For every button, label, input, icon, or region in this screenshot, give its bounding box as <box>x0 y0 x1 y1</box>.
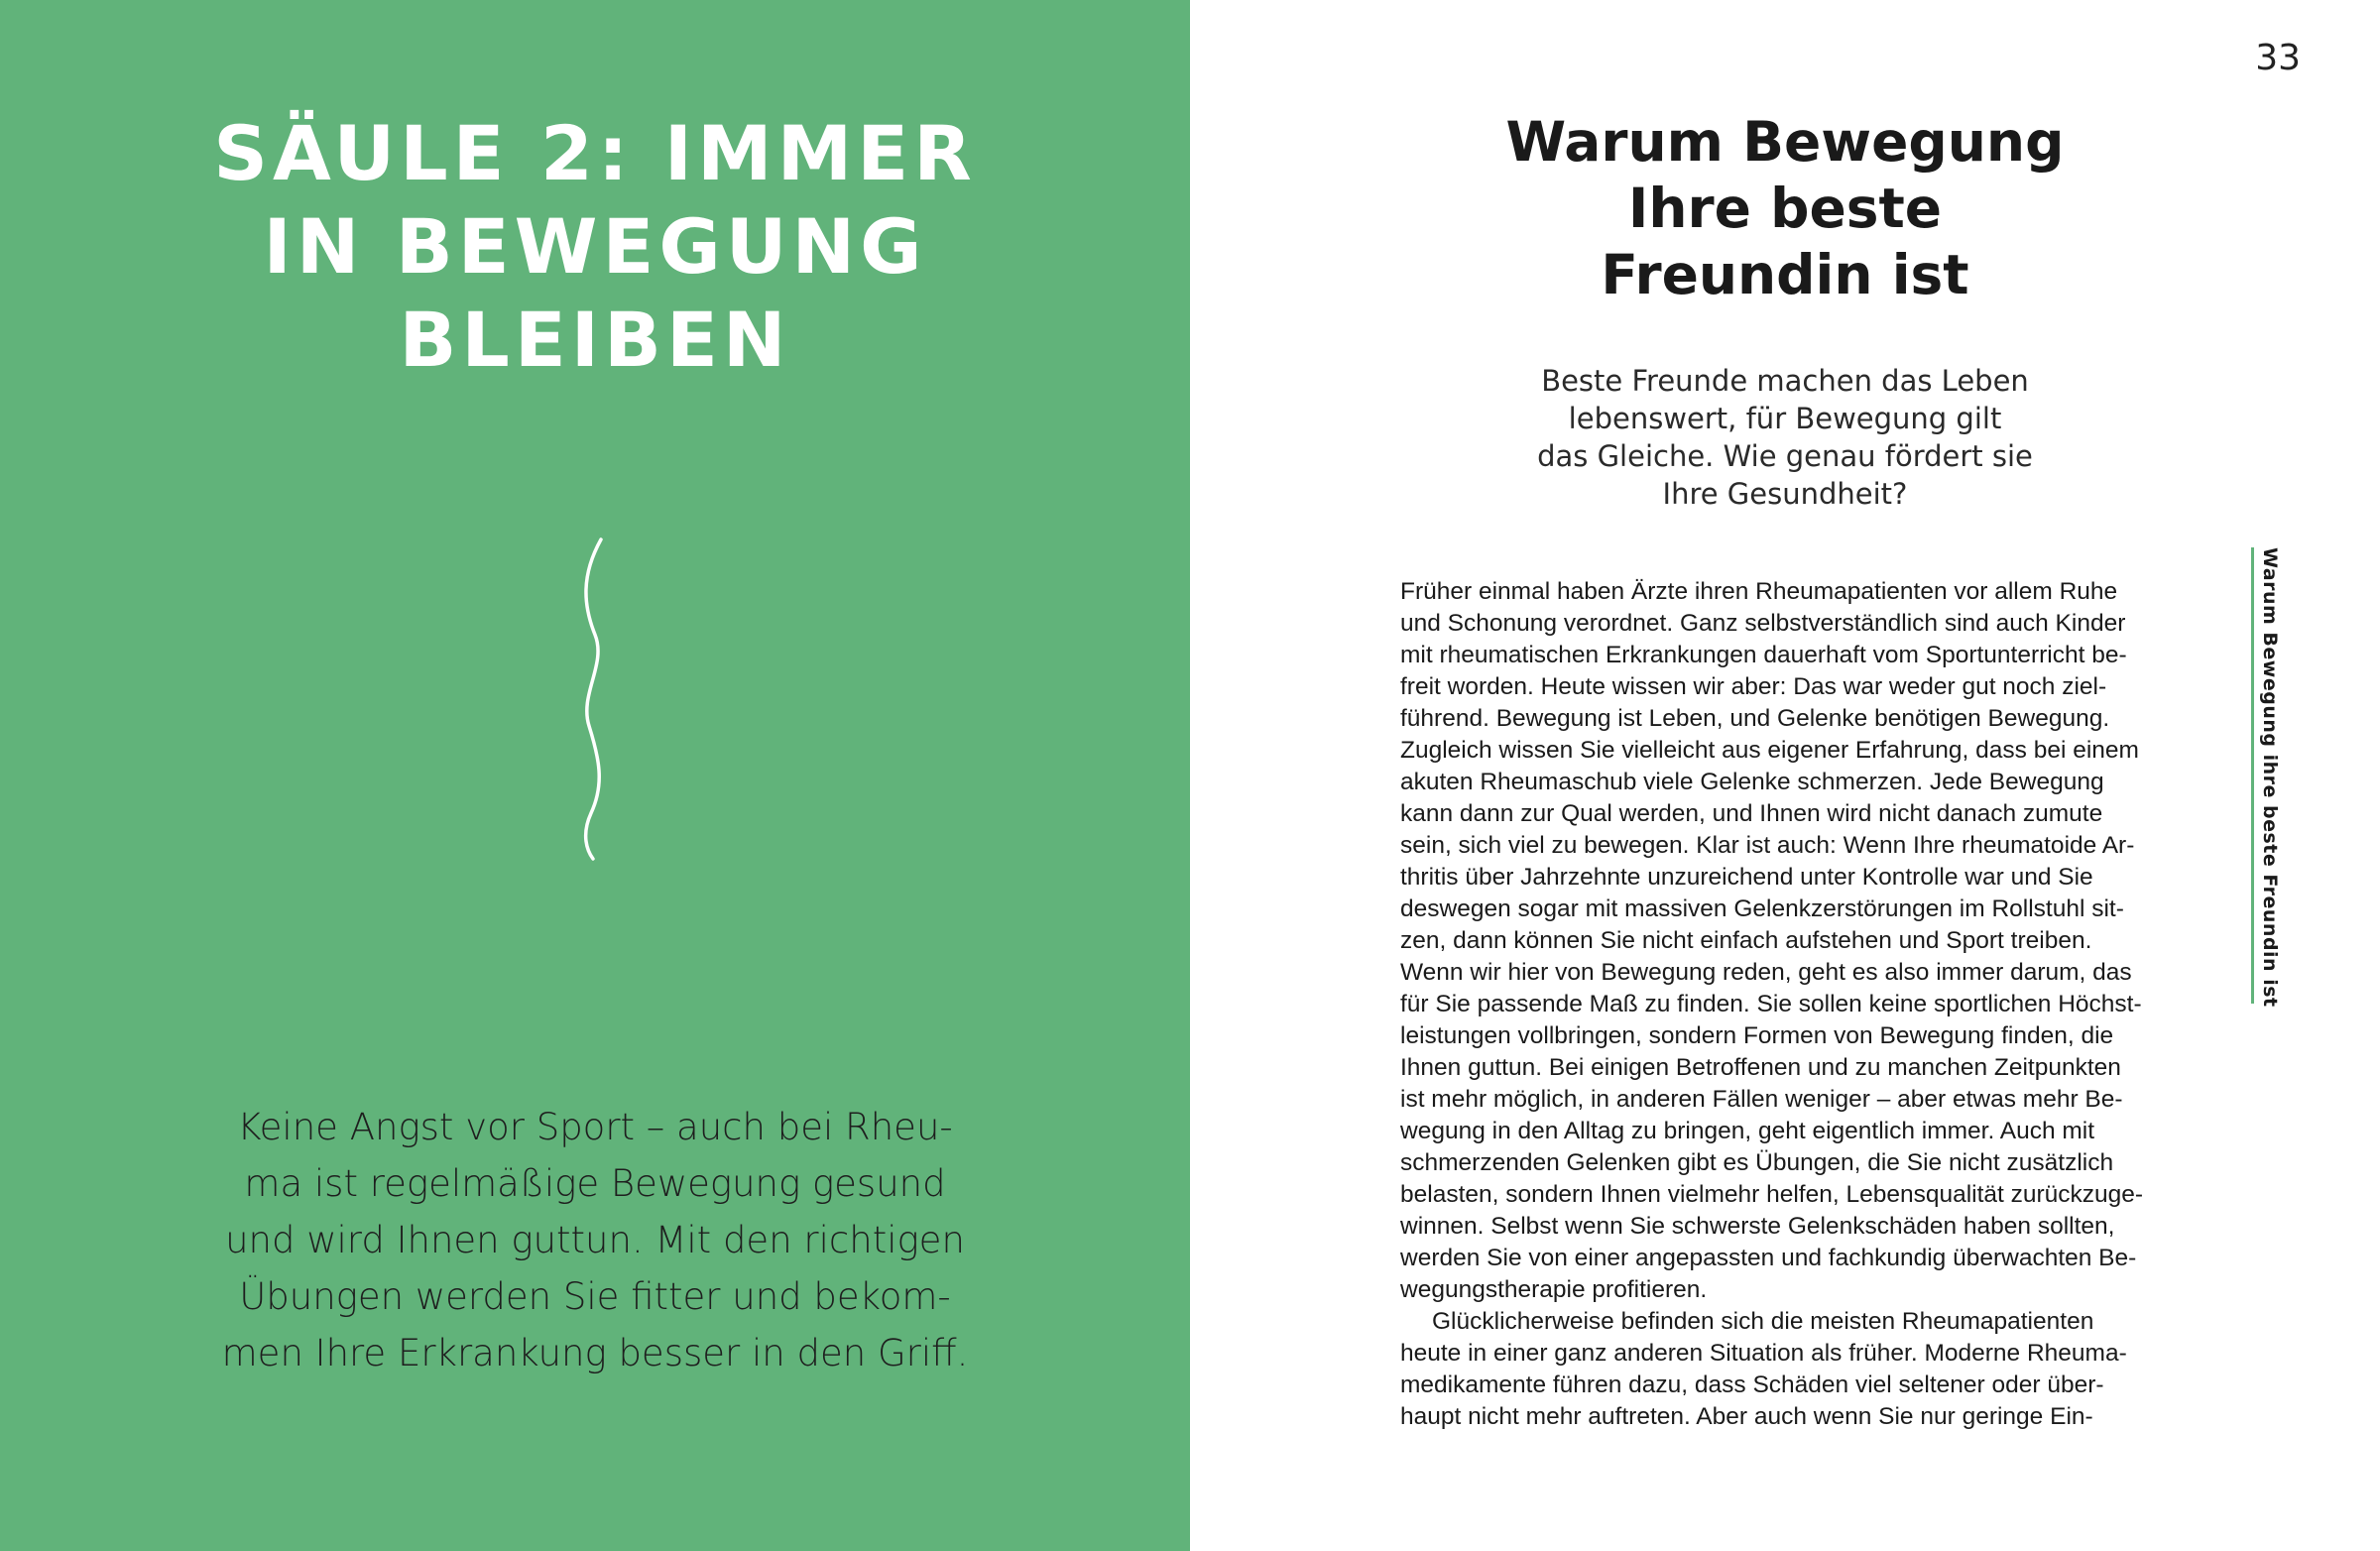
article-title-line: Ihre beste <box>1627 177 1943 240</box>
chapter-title-line: IN BEWEGUNG <box>263 202 927 291</box>
intro-line: und wird Ihnen guttun. Mit den richtigen <box>225 1219 965 1261</box>
body-line: schmerzenden Gelenken gibt es Übungen, die Sie nicht zusätzlich <box>1400 1149 2114 1176</box>
chapter-title <box>0 107 1190 387</box>
lead-line: das Gleiche. Wie genau fördert sie <box>1537 439 2033 473</box>
lead-line: Ihre Gesundheit? <box>1662 477 1908 511</box>
squiggle-line-decoration <box>565 536 625 863</box>
body-line: deswegen sogar mit massiven Gelenkzerstörungen im Rollstuhl sit- <box>1400 895 2124 922</box>
body-line: kann dann zur Qual werden, und Ihnen wird nicht danach zumute <box>1400 800 2103 827</box>
body-line: Früher einmal haben Ärzte ihren Rheumapatienten vor allem Ruhe <box>1400 578 2118 605</box>
intro-line: Keine Angst vor Sport – auch bei Rheu- <box>237 1106 953 1148</box>
body-line: thritis über Jahrzehnte unzureichend unter Kontrolle war und Sie <box>1400 864 2093 891</box>
body-line: sein, sich viel zu bewegen. Klar ist auch: Wenn Ihre rheumatoide Ar- <box>1400 832 2135 859</box>
body-line: und Schonung verordnet. Ganz selbstverständlich sind auch Kinder <box>1400 610 2126 637</box>
chapter-title-line: SÄULE 2: IMMER <box>213 109 977 197</box>
body-paragraph-1 <box>1400 576 2194 1306</box>
chapter-title-line: BLEIBEN <box>399 296 791 384</box>
body-line: heute in einer ganz anderen Situation als früher. Moderne Rheuma- <box>1400 1340 2127 1367</box>
body-line: ist mehr möglich, in anderen Fällen weniger – aber etwas mehr Be- <box>1400 1086 2123 1113</box>
body-line: akuten Rheumaschub viele Gelenke schmerzen. Jede Bewegung <box>1400 769 2104 795</box>
article-title <box>1388 109 2182 308</box>
body-paragraph-2 <box>1400 1306 2194 1433</box>
body-line: Ihnen guttun. Bei einigen Betroffenen und zu manchen Zeitpunkten <box>1400 1054 2121 1081</box>
page-number: 33 <box>2255 38 2301 78</box>
chapter-intro <box>208 1099 982 1381</box>
body-line: leistungen vollbringen, sondern Formen von Bewegung finden, die <box>1400 1022 2114 1049</box>
intro-line: Übungen werden Sie fitter und bekom- <box>239 1275 951 1318</box>
body-line: wegungstherapie profitieren. <box>1400 1276 1708 1303</box>
body-line: wegung in den Alltag zu bringen, geht eigentlich immer. Auch mit <box>1400 1118 2095 1144</box>
side-section-marker <box>2251 547 2281 1008</box>
article-title-line: Freundin ist <box>1601 243 1969 306</box>
lead-line: lebenswert, für Bewegung gilt <box>1568 402 2002 435</box>
side-marker-accent-line <box>2251 547 2254 1004</box>
side-marker-label: Warum Bewegung ihre beste Freundin ist <box>2259 547 2281 1008</box>
intro-line: ma ist regelmäßige Bewegung gesund <box>244 1162 946 1205</box>
body-line: für Sie passende Maß zu finden. Sie sollen keine sportlichen Höchst- <box>1400 991 2142 1017</box>
article-title-line: Warum Bewegung <box>1505 110 2065 174</box>
body-line: Wenn wir hier von Bewegung reden, geht es also immer darum, das <box>1400 959 2132 986</box>
body-line: medikamente führen dazu, dass Schäden viel seltener oder über- <box>1400 1372 2104 1398</box>
body-line: führend. Bewegung ist Leben, und Gelenke benötigen Bewegung. <box>1400 705 2110 732</box>
body-line: freit worden. Heute wissen wir aber: Das war weder gut noch ziel- <box>1400 673 2107 700</box>
body-line: haupt nicht mehr auftreten. Aber auch wenn Sie nur geringe Ein- <box>1400 1403 2093 1430</box>
body-line: belasten, sondern Ihnen vielmehr helfen, Lebensqualität zurückzuge- <box>1400 1181 2144 1208</box>
body-line: mit rheumatischen Erkrankungen dauerhaft vom Sportunterricht be- <box>1400 642 2127 668</box>
body-line: winnen. Selbst wenn Sie schwerste Gelenkschäden haben sollten, <box>1400 1213 2115 1240</box>
article-lead <box>1488 362 2082 513</box>
body-line: zen, dann können Sie nicht einfach aufstehen und Sport treiben. <box>1400 927 2092 954</box>
lead-line: Beste Freunde machen das Leben <box>1541 364 2029 398</box>
body-line: Zugleich wissen Sie vielleicht aus eigener Erfahrung, dass bei einem <box>1400 737 2139 764</box>
body-line: werden Sie von einer angepassten und fachkundig überwachten Be- <box>1400 1245 2137 1271</box>
intro-line: men Ihre Erkrankung besser in den Griff. <box>221 1332 969 1374</box>
article-body <box>1400 576 2194 1433</box>
body-line: Glücklicherweise befinden sich die meisten Rheumapatienten <box>1432 1308 2094 1335</box>
